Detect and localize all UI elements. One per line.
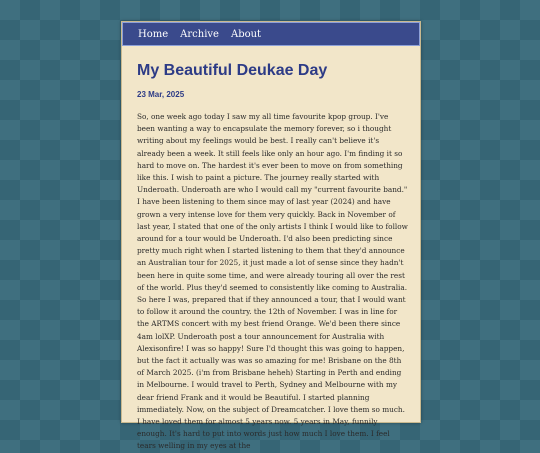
page-container xyxy=(121,21,421,451)
top-navbar xyxy=(122,22,420,46)
nav-about-link[interactable]: About xyxy=(230,28,262,40)
post-date: 23 Mar, 2025 xyxy=(137,90,185,99)
nav-archive-link[interactable]: Archive xyxy=(180,28,219,40)
post-body: So, one week ago today I saw my all time favourite kpop group. I've been wanting a way to encapsulate the memory forever, so i thought writing about my feelings would be best. I really can't believe it's already been a week. It still feels like only an hour ago. I'm finding it so hard to move on. The hardest it's ever been to move on from something like this. I wish to paint a picture. The journey really started with Underoath. Underoath are who I would call my "current favourite band." I have been listening to them since may of last year (2024) and have grown a very intense love for them very quickly. Back in November of last year, I stated that one of the only artists I think I would like to follow around for a tour would be Underoath. I'd also been predicting since pretty much right when I started listening to them that they'd announce an Australian tour for 2025, it just made a lot of sense since they hadn't been here in quite some time, and were already touring all over the rest of the world. Plus they'd seemed to consistently like coming to Australia. So here I was, prepared that if they announced a tour, that I would want to follow it around the country. the 12th of November. I was in line for the ARTMS concert with my best friend Orange. We'd been there since 4am lolXP. Underoath post a tour announcement for Australia with Alexisonfire! I was so happy! Sure I'd thought this was going to happen, but the fact it actually was was so amazing for me! Brisbane on the 8th of March 2025. (i'm from Brisbane heheh) Starting in Perth and ending in Melbourne. I would travel to Perth, Sydney and Melbourne with my dear friend Frank and it would be Beautiful. I started planning immediately. Now, on the subject of Dreamcatcher. I love them so much. I have loved them for almost 5 years now. 5 years in May, funnily enough. It's hard to put into words just how much I love them. I feel tears welling in my eyes at the xyxy=(137,112,408,451)
nav-home-link[interactable]: Home xyxy=(138,28,169,40)
post-title: My Beautiful Deukae Day xyxy=(137,62,328,79)
